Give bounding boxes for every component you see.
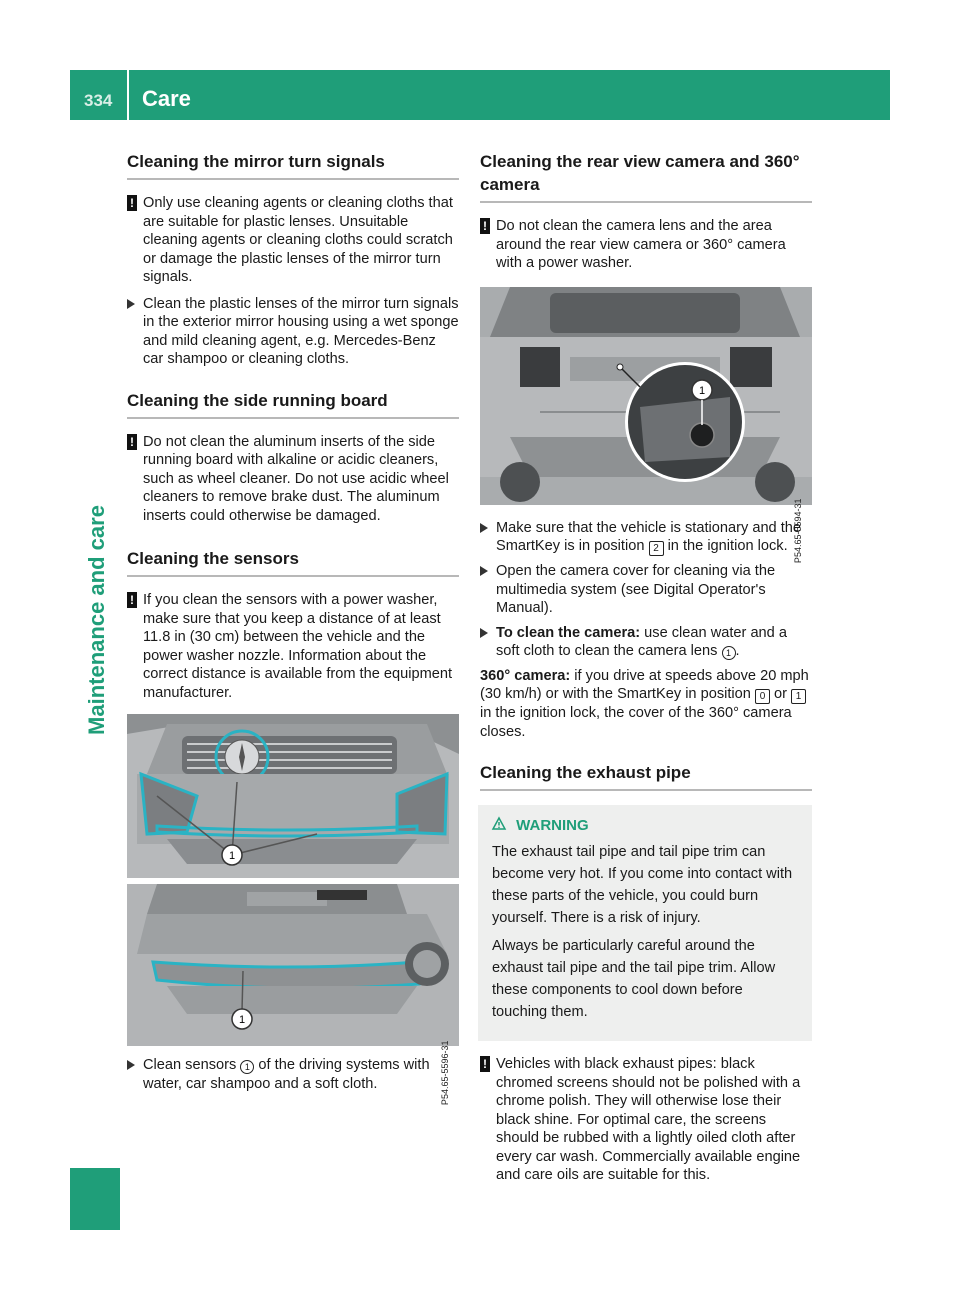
step-label: To clean the camera: bbox=[496, 624, 641, 641]
caution-icon: ! bbox=[127, 434, 137, 450]
note-text: Do not clean the camera lens and the area around the rear view camera or 360° camera with a power washer. bbox=[496, 218, 786, 271]
callout-ref: 1 bbox=[722, 646, 736, 660]
info-360 bbox=[480, 667, 812, 742]
warning-header bbox=[492, 815, 800, 837]
note-text: If you clean the sensors with a power washer, make sure that you keep a distance of at least 11.8 in (30 cm) between the vehicle and the power washer nozzle. Information about the correct distance is available from the equipment manufacturer. bbox=[143, 592, 453, 701]
page-header bbox=[70, 70, 890, 120]
camera-illustration bbox=[480, 287, 812, 505]
step-camera-2 bbox=[480, 562, 812, 618]
step-mirror bbox=[127, 295, 459, 369]
callout-1-rear: 1 bbox=[238, 1014, 246, 1026]
caution-icon: ! bbox=[480, 218, 490, 234]
note-text: Only use cleaning agents or cleaning cloths that are suitable for plastic lenses. Unsuitable cleaning agents or cleaning cloths could scratch or damage the plastic lenses of the mirror turn signals. bbox=[143, 195, 453, 285]
left-column bbox=[127, 150, 459, 1105]
note-text: Vehicles with black exhaust pipes: black chromed screens should not be polished with a chrome polish. They will otherwise lose their black shine. For optimal care, the screens should be rubbed with a lightly oiled cloth after every car wash. Commercially available engine and care oils are suitable for this. bbox=[496, 1056, 801, 1183]
step-arrow-icon bbox=[480, 566, 488, 576]
key-position-2: 2 bbox=[649, 541, 664, 556]
note-mirror bbox=[127, 194, 459, 287]
header-divider bbox=[127, 70, 129, 120]
heading-camera: Cleaning the rear view camera and 360° camera bbox=[480, 150, 812, 203]
step-camera-1 bbox=[480, 519, 812, 557]
chapter-tab bbox=[70, 1168, 120, 1230]
step-text: use clean water and a soft cloth to clean the camera lens bbox=[496, 624, 787, 659]
callout-ref: 1 bbox=[240, 1060, 254, 1074]
heading-exhaust: Cleaning the exhaust pipe bbox=[480, 761, 812, 791]
note-sensors bbox=[127, 591, 459, 702]
step-arrow-icon bbox=[480, 523, 488, 533]
step-text-b: in the ignition lock. bbox=[667, 538, 788, 554]
step-sensors bbox=[127, 1056, 459, 1093]
key-position-0: 0 bbox=[755, 689, 770, 704]
callout-1-camera: 1 bbox=[698, 384, 706, 397]
note-exhaust bbox=[480, 1055, 812, 1185]
note-camera bbox=[480, 217, 812, 273]
step-arrow-icon bbox=[127, 1060, 135, 1070]
warning-text-2: Always be particularly careful around the exhaust tail pipe and the tail pipe trim. Allow these components to cool down before touching them. bbox=[492, 938, 776, 1020]
step-text-a: Clean sensors bbox=[143, 1057, 237, 1073]
caution-icon: ! bbox=[127, 195, 137, 211]
chapter-label: Maintenance and care bbox=[84, 505, 109, 735]
note-text: Do not clean the aluminum inserts of the side running board with alkaline or acidic cleaners, such as wheel cleaner. Do not use acidic wheel cleaners to remove brake dust. The aluminum inserts could otherwise be damaged. bbox=[143, 433, 449, 524]
warning-text-1: The exhaust tail pipe and tail pipe trim can become very hot. If you come into contact with these parts of the vehicle, you could burn yourself. There is a risk of injury. bbox=[492, 844, 793, 926]
warning-triangle-icon bbox=[492, 815, 506, 837]
section-title: Care bbox=[142, 86, 191, 111]
step-arrow-icon bbox=[480, 628, 488, 638]
heading-sensors: Cleaning the sensors bbox=[127, 547, 459, 577]
sensors-illustration bbox=[127, 714, 459, 1046]
step-text-b: of the driving systems with water, car shampoo and a soft cloth. bbox=[143, 1057, 430, 1092]
step-text: Open the camera cover for cleaning via the multimedia system (see Digital Operator's Manual). bbox=[496, 563, 776, 616]
step-text: Clean the plastic lenses of the mirror turn signals in the exterior mirror housing using a wet sponge and mild cleaning agent, e.g. Mercedes-Benz car shampoo or cleaning cloths. bbox=[143, 295, 459, 367]
heading-running-board: Cleaning the side running board bbox=[127, 389, 459, 419]
info-or: or bbox=[774, 686, 788, 702]
step-camera-3: To clean the camera: use clean water and a soft cloth to clean the camera lens 1 . bbox=[480, 624, 812, 661]
page-number: 334 bbox=[84, 91, 113, 110]
heading-mirror: Cleaning the mirror turn signals bbox=[127, 150, 459, 180]
warning-box bbox=[478, 805, 812, 1041]
figure-code: P54.65-5596-31 bbox=[440, 1040, 451, 1105]
warning-label: WARNING bbox=[516, 817, 589, 834]
caution-icon: ! bbox=[480, 1056, 490, 1072]
step-arrow-icon bbox=[127, 299, 135, 309]
callout-1: 1 bbox=[228, 850, 236, 862]
key-position-1: 1 bbox=[791, 689, 806, 704]
caution-icon: ! bbox=[127, 592, 137, 608]
info-text-a: if you drive at speeds above 20 mph (30 km/h) or with the SmartKey in position bbox=[480, 667, 809, 702]
info-text-b: in the ignition lock, the cover of the 360° camera closes. bbox=[480, 705, 792, 740]
info-label: 360° camera: bbox=[480, 667, 571, 684]
figure-code: P54.65-5594-31 bbox=[793, 498, 804, 564]
note-running-board bbox=[127, 433, 459, 526]
right-column bbox=[480, 150, 812, 1193]
step-text-a: Make sure that the vehicle is stationary and the SmartKey is in position bbox=[496, 519, 802, 554]
